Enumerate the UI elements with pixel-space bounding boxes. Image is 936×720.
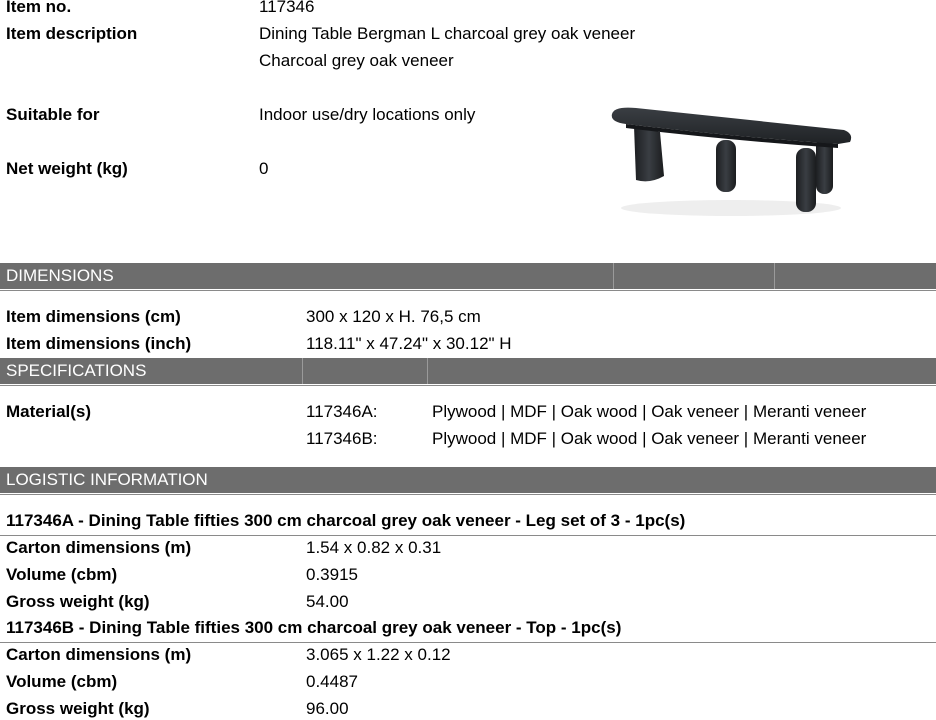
package-a-carton-value: 1.54 x 0.82 x 0.31: [306, 538, 442, 557]
package-b-volume-label: Volume (cbm): [6, 672, 118, 691]
package-a-gross-value: 54.00: [306, 592, 349, 611]
bar-divider: [613, 263, 614, 289]
package-b-gross-value: 96.00: [306, 699, 349, 718]
package-a-heading: 117346A - Dining Table fifties 300 cm charcoal grey oak veneer - Leg set of 3 - 1pc(s): [6, 511, 686, 530]
net-weight-label: Net weight (kg): [6, 159, 128, 178]
material-value-a: Plywood | MDF | Oak wood | Oak veneer | Meranti veneer: [432, 402, 867, 421]
bar-divider: [427, 358, 428, 384]
package-a-volume-label: Volume (cbm): [6, 565, 118, 584]
item-description-label: Item description: [6, 24, 138, 43]
suitable-for-label: Suitable for: [6, 105, 100, 124]
section-title-specifications: SPECIFICATIONS: [6, 361, 147, 380]
section-title-dimensions: DIMENSIONS: [6, 266, 114, 285]
material-code-a: 117346A:: [306, 402, 378, 421]
material-code-b: 117346B:: [306, 429, 378, 448]
net-weight-value: 0: [259, 159, 269, 178]
package-a-gross-label: Gross weight (kg): [6, 592, 150, 611]
suitable-for-value: Indoor use/dry locations only: [259, 105, 476, 124]
item-dimensions-cm-label: Item dimensions (cm): [6, 307, 181, 326]
item-description-line1: Dining Table Bergman L charcoal grey oak veneer: [259, 24, 636, 43]
package-rule: [0, 535, 936, 536]
bar-divider: [774, 263, 775, 289]
section-bar-dimensions: [0, 263, 936, 289]
item-no-label: Item no.: [6, 0, 72, 16]
section-rule: [0, 494, 936, 495]
section-bar-logistics: [0, 467, 936, 493]
item-description-line2: Charcoal grey oak veneer: [259, 51, 454, 70]
section-title-logistics: LOGISTIC INFORMATION: [6, 470, 208, 489]
package-b-carton-value: 3.065 x 1.22 x 0.12: [306, 645, 451, 664]
package-b-volume-value: 0.4487: [306, 672, 358, 691]
package-a-volume-value: 0.3915: [306, 565, 358, 584]
package-a-carton-label: Carton dimensions (m): [6, 538, 192, 557]
item-dimensions-inch-value: 118.11" x 47.24" x 30.12" H: [306, 334, 512, 353]
material-value-b: Plywood | MDF | Oak wood | Oak veneer | Meranti veneer: [432, 429, 867, 448]
section-rule: [0, 385, 936, 386]
product-image: [606, 96, 856, 222]
package-rule: [0, 642, 936, 643]
package-b-carton-label: Carton dimensions (m): [6, 645, 192, 664]
item-dimensions-inch-label: Item dimensions (inch): [6, 334, 192, 353]
section-bar-specifications: [0, 358, 936, 384]
item-no-value: 117346: [259, 0, 315, 16]
package-b-gross-label: Gross weight (kg): [6, 699, 150, 718]
item-dimensions-cm-value: 300 x 120 x H. 76,5 cm: [306, 307, 481, 326]
materials-label: Material(s): [6, 402, 92, 421]
package-b-heading: 117346B - Dining Table fifties 300 cm charcoal grey oak veneer - Top - 1pc(s): [6, 618, 622, 637]
section-rule: [0, 290, 936, 291]
bar-divider: [302, 358, 303, 384]
